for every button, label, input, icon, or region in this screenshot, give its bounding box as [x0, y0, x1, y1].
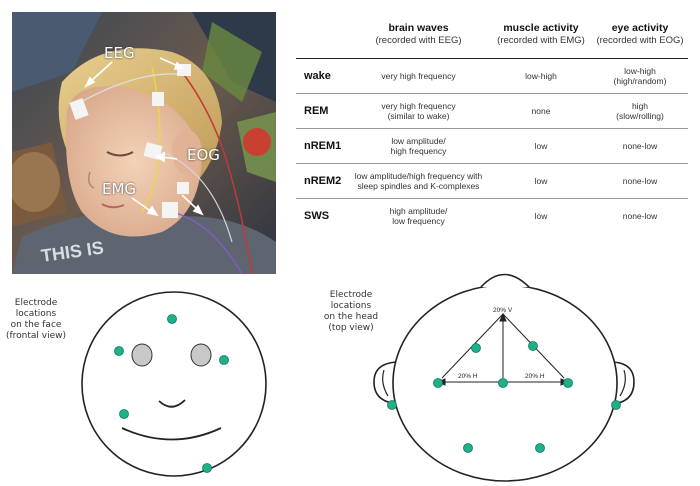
muscle-cell: low — [534, 141, 548, 151]
table-row — [296, 199, 688, 233]
table-row — [296, 94, 688, 129]
muscle-cell: low — [534, 176, 548, 186]
eye-cell: high (slow/rolling) — [616, 101, 664, 121]
head-caption: Electrode locations on the head (top view) — [323, 290, 379, 333]
stage-label: nREM1 — [304, 140, 342, 152]
header-brain-waves: brain waves (recorded with EEG) — [375, 22, 462, 46]
eye-cell: none-low — [622, 141, 658, 151]
left-eye — [132, 344, 152, 366]
brain-cell: high amplitude/ low frequency — [389, 206, 448, 226]
eeg-label: EEG — [104, 44, 135, 62]
electrode — [529, 342, 538, 351]
brain-cell: low amplitude/ high frequency — [390, 136, 447, 156]
stage-label: SWS — [304, 210, 330, 222]
brain-cell: very high frequency (similar to wake) — [381, 101, 456, 121]
right-eye — [191, 344, 211, 366]
header-muscle-activity: muscle activity (recorded with EMG) — [497, 22, 585, 46]
table-row — [296, 59, 688, 94]
nose — [481, 275, 529, 288]
electrode — [536, 444, 545, 453]
electrode — [220, 356, 229, 365]
table-row — [296, 164, 688, 199]
electrode — [203, 464, 212, 473]
electrode-photo — [12, 12, 276, 274]
photo-illustration — [12, 12, 276, 274]
electrode — [115, 347, 124, 356]
brain-cell: very high frequency — [381, 71, 456, 81]
face-caption: Electrode locations on the face (frontal view) — [5, 298, 67, 341]
electrode — [472, 344, 481, 353]
electrode — [168, 315, 177, 324]
eye-cell: none-low — [622, 176, 658, 186]
shirt-text: THIS IS — [39, 237, 105, 266]
label-20-h-left: 20% H — [458, 373, 478, 380]
electrode — [434, 379, 443, 388]
table-header — [296, 20, 688, 59]
electrode — [120, 410, 129, 419]
electrode — [499, 379, 508, 388]
label-20-v: 20% V — [493, 307, 513, 314]
table-row — [296, 129, 688, 164]
muscle-cell: none — [531, 106, 551, 116]
face-diagram — [75, 285, 275, 485]
electrode — [388, 401, 397, 410]
muscle-cell: low-high — [525, 71, 557, 81]
head-diagram — [372, 262, 640, 486]
eye-cell: low-high (high/random) — [613, 66, 667, 86]
header-eye-activity: eye activity (recorded with EOG) — [596, 22, 684, 46]
brain-cell: low amplitude/high frequency with sleep spindles and K-complexes — [354, 171, 483, 191]
electrode — [464, 444, 473, 453]
label-20-h-right: 20% H — [525, 373, 545, 380]
stage-label: wake — [304, 70, 331, 82]
stage-label: nREM2 — [304, 175, 342, 187]
electrode — [612, 401, 621, 410]
eye-cell: none-low — [622, 211, 658, 221]
eog-label: EOG — [187, 146, 220, 164]
emg-label: EMG — [102, 180, 137, 198]
muscle-cell: low — [534, 211, 548, 221]
electrode — [564, 379, 573, 388]
stage-label: REM — [304, 105, 329, 117]
sleep-stage-table — [296, 20, 688, 233]
